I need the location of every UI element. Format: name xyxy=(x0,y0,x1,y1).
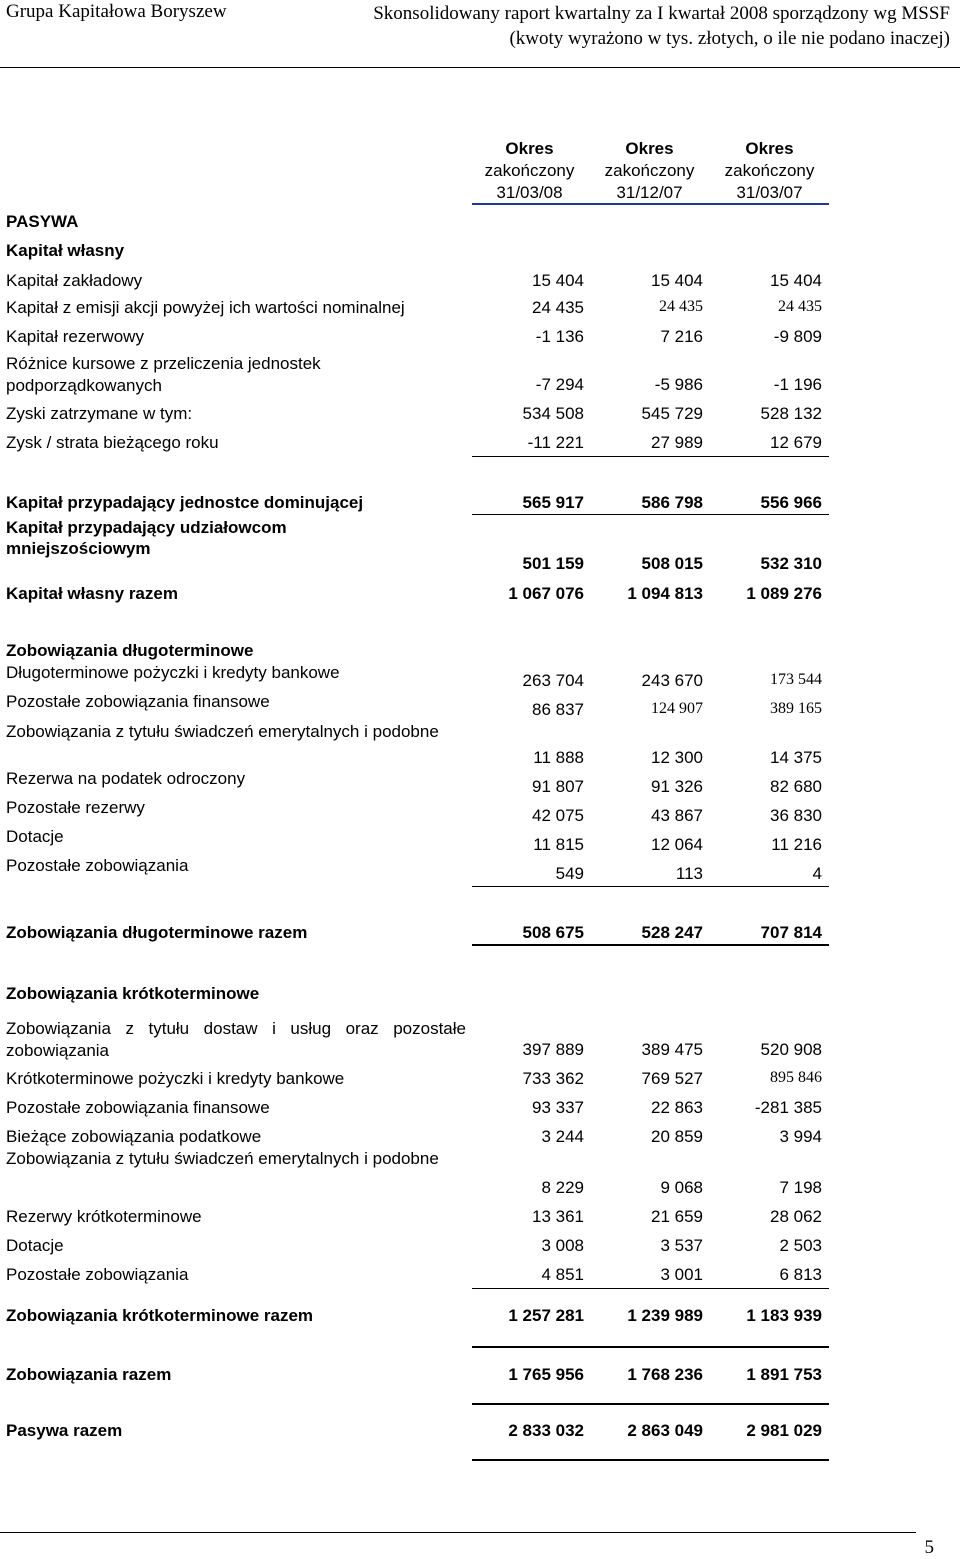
row-value: 501 159 xyxy=(522,554,584,573)
row-value: 11 888 xyxy=(533,748,584,767)
subtotal-divider xyxy=(472,886,829,887)
row-label: Rezerwa na podatek odroczony xyxy=(6,769,246,788)
row-value: 8 229 xyxy=(541,1178,584,1197)
header-divider xyxy=(0,67,960,68)
row-label: Kapitał przypadający jednostce dominującej xyxy=(6,493,364,512)
row-value: 82 680 xyxy=(770,777,822,796)
row-value: 549 xyxy=(555,864,584,883)
row-label: Pozostałe zobowiązania xyxy=(6,856,189,875)
row-label: Zysk / strata bieżącego roku xyxy=(6,433,219,452)
row-label: Rezerwy krótkoterminowe xyxy=(6,1207,202,1226)
row-value: 9 068 xyxy=(660,1178,703,1197)
row-value: 1 183 939 xyxy=(746,1306,822,1325)
subtotal-divider xyxy=(472,1288,829,1289)
row-value: 24 435 xyxy=(659,298,703,315)
total-divider xyxy=(472,944,829,946)
row-value: 397 889 xyxy=(522,1040,584,1059)
row-value: 1 257 281 xyxy=(508,1306,584,1325)
row-label: Bieżące zobowiązania podatkowe xyxy=(6,1127,262,1146)
row-value: 6 813 xyxy=(779,1265,822,1284)
row-value: 3 994 xyxy=(779,1127,822,1146)
row-label: Zobowiązania z tytułu świadczeń emerytalnych i podobne xyxy=(6,722,439,741)
row-value: 1 067 076 xyxy=(508,584,584,603)
total-divider xyxy=(472,1346,829,1348)
report-units-note: (kwoty wyrażono w tys. złotych, o ile nie podano inaczej) xyxy=(509,28,950,49)
row-label: Pasywa razem xyxy=(6,1421,123,1440)
row-value: 173 544 xyxy=(770,671,822,688)
row-value: 528 132 xyxy=(760,404,822,423)
row-label: Krótkoterminowe pożyczki i kredyty bankowe xyxy=(6,1069,345,1088)
row-value: 3 537 xyxy=(660,1236,703,1255)
row-label: Zobowiązania z tytułu dostaw i usług oraz pozostałe zobowiązania xyxy=(6,1019,466,1060)
row-value: -9 809 xyxy=(773,327,822,346)
row-value: 508 675 xyxy=(522,923,584,942)
report-title xyxy=(373,1,950,51)
row-label: Różnice kursowe z przeliczenia jednostek podporządkowanych xyxy=(6,354,321,395)
row-value: 508 015 xyxy=(641,554,703,573)
row-value: 12 300 xyxy=(651,748,703,767)
row-value: 15 404 xyxy=(770,271,822,290)
row-value: 124 907 xyxy=(651,700,703,717)
row-label: Kapitał zakładowy xyxy=(6,271,143,290)
column-header-okres: Okres xyxy=(505,139,554,158)
row-label: Kapitał rezerwowy xyxy=(6,327,144,346)
row-value: 528 247 xyxy=(641,923,703,942)
row-label: Pozostałe zobowiązania finansowe xyxy=(6,692,270,711)
row-value: 389 165 xyxy=(770,700,822,717)
row-value: 11 216 xyxy=(771,835,822,854)
footer-divider xyxy=(0,1532,916,1533)
page-number: 5 xyxy=(924,1537,934,1558)
column-header-divider xyxy=(472,203,829,205)
row-value: 27 989 xyxy=(651,433,703,452)
row-label: Zobowiązania razem xyxy=(6,1365,172,1384)
row-value: 36 830 xyxy=(770,806,822,825)
column-header-zakonczony: zakończony xyxy=(724,161,815,180)
column-header-3 xyxy=(712,138,827,204)
row-value: 243 670 xyxy=(641,671,703,690)
row-value: -281 385 xyxy=(754,1098,822,1117)
row-label: Długoterminowe pożyczki i kredyty bankowe xyxy=(6,663,340,682)
row-label: Zobowiązania długoterminowe razem xyxy=(6,923,308,942)
row-value: 3 244 xyxy=(541,1127,584,1146)
row-value: 707 814 xyxy=(760,923,822,942)
row-label: Pozostałe rezerwy xyxy=(6,798,145,817)
column-header-zakonczony: zakończony xyxy=(604,161,695,180)
column-header-date: 31/03/08 xyxy=(496,183,563,202)
row-value: 21 659 xyxy=(651,1207,703,1226)
row-value: 24 435 xyxy=(532,298,584,317)
row-value: -11 221 xyxy=(527,433,584,452)
column-header-okres: Okres xyxy=(625,139,674,158)
row-label: Dotacje xyxy=(6,1236,64,1255)
row-value: 3 008 xyxy=(541,1236,584,1255)
row-value: 12 064 xyxy=(651,835,703,854)
row-value: 1 891 753 xyxy=(746,1365,822,1384)
row-value: 3 001 xyxy=(660,1265,703,1284)
row-value: 2 833 032 xyxy=(508,1421,584,1440)
row-label: Zyski zatrzymane w tym: xyxy=(6,404,193,423)
row-label: Zobowiązania z tytułu świadczeń emerytalnych i podobne xyxy=(6,1149,439,1168)
row-value: 1 089 276 xyxy=(746,584,822,603)
row-value: 91 807 xyxy=(532,777,584,796)
row-value: 545 729 xyxy=(641,404,703,423)
report-company-name: Grupa Kapitałowa Boryszew xyxy=(6,1,227,22)
row-value: 1 239 989 xyxy=(627,1306,703,1325)
row-value: 11 815 xyxy=(533,835,584,854)
row-label: Dotacje xyxy=(6,827,64,846)
row-value: 4 851 xyxy=(541,1265,584,1284)
row-label: Kapitał własny razem xyxy=(6,584,178,603)
row-value: 895 846 xyxy=(770,1069,822,1086)
row-value: 532 310 xyxy=(760,554,822,573)
column-header-zakonczony: zakończony xyxy=(484,161,575,180)
row-value: 12 679 xyxy=(770,433,822,452)
row-value: -7 294 xyxy=(535,375,584,394)
row-value: 42 075 xyxy=(532,806,584,825)
row-value: 113 xyxy=(675,864,703,883)
row-value: 7 198 xyxy=(779,1178,822,1197)
column-header-2 xyxy=(592,138,707,204)
row-value: 534 508 xyxy=(522,404,584,423)
row-value: 586 798 xyxy=(641,493,703,512)
row-value: 556 966 xyxy=(760,493,822,512)
column-header-1 xyxy=(472,138,587,204)
row-value: 91 326 xyxy=(651,777,703,796)
row-label: Pozostałe zobowiązania xyxy=(6,1265,189,1284)
subtotal-divider xyxy=(472,456,829,457)
subtotal-divider xyxy=(472,514,829,515)
row-value: 93 337 xyxy=(532,1098,584,1117)
total-divider xyxy=(472,1403,829,1405)
row-value: 1 765 956 xyxy=(508,1365,584,1384)
row-value: 15 404 xyxy=(651,271,703,290)
column-header-date: 31/03/07 xyxy=(736,183,803,202)
row-value: -5 986 xyxy=(654,375,703,394)
row-value: 263 704 xyxy=(522,671,584,690)
row-label: Pozostałe zobowiązania finansowe xyxy=(6,1098,270,1117)
row-value: 22 863 xyxy=(651,1098,703,1117)
row-value: 1 094 813 xyxy=(627,584,703,603)
row-value: 43 867 xyxy=(651,806,703,825)
row-label: Kapitał z emisji akcji powyżej ich wartości nominalnej xyxy=(6,298,405,317)
row-value: 2 863 049 xyxy=(627,1421,703,1440)
row-value: 13 361 xyxy=(532,1207,584,1226)
column-header-date: 31/12/07 xyxy=(616,183,683,202)
row-value: 14 375 xyxy=(770,748,822,767)
total-divider xyxy=(472,1459,829,1461)
row-value: 2 981 029 xyxy=(746,1421,822,1440)
report-title-line: Skonsolidowany raport kwartalny za I kwartał 2008 sporządzony wg MSSF xyxy=(373,3,950,24)
row-value: 7 216 xyxy=(660,327,703,346)
row-value: 389 475 xyxy=(641,1040,703,1059)
row-value: 769 527 xyxy=(641,1069,703,1088)
row-value: 15 404 xyxy=(532,271,584,290)
row-value: 520 908 xyxy=(760,1040,822,1059)
row-value: 20 859 xyxy=(651,1127,703,1146)
column-header-okres: Okres xyxy=(745,139,794,158)
row-label: Kapitał przypadający udziałowcom mniejszościowym xyxy=(6,518,287,558)
row-value: 565 917 xyxy=(522,493,584,512)
row-value: -1 136 xyxy=(535,327,584,346)
row-value: -1 196 xyxy=(773,375,822,394)
row-value: 24 435 xyxy=(778,298,822,315)
row-value: 1 768 236 xyxy=(627,1365,703,1384)
row-value: 733 362 xyxy=(522,1069,584,1088)
row-value: 2 503 xyxy=(779,1236,822,1255)
row-label: Zobowiązania krótkoterminowe razem xyxy=(6,1306,314,1325)
row-value: 4 xyxy=(812,864,822,883)
row-value: 28 062 xyxy=(770,1207,822,1226)
row-value: 86 837 xyxy=(532,700,584,719)
